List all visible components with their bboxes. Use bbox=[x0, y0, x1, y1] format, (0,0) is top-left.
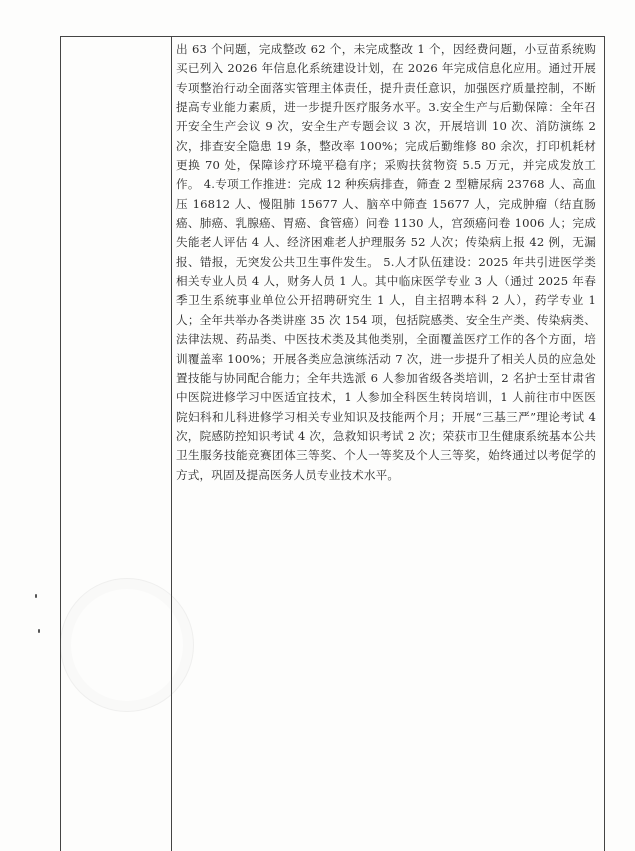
margin-mark bbox=[38, 629, 40, 633]
table-column-divider bbox=[171, 36, 172, 851]
table-top-border bbox=[60, 36, 605, 37]
margin-mark bbox=[35, 594, 37, 598]
report-body-text bbox=[176, 40, 596, 485]
table-left-border bbox=[60, 36, 61, 851]
report-paragraph: 出 63 个问题，完成整改 62 个，未完成整改 1 个，因经费问题，小豆苗系统购买已列入 2026 年信息化系统建设计划，在 2026 年完成信息化应用。通过开展专项整治行动全面落实管理主体责任，提升责任意识，加强医疗质量控制，不断提高专业能力素质，进一步提升医疗服务水平。3.安全生产与后勤保障：全年召开安全生产会议 9 次，安全生产专题会议 3 次，开展培训 10 次、消防演练 2 次，排查安全隐患 19 条，整改率 100%；完成后勤维修 80 余次，打印机耗材更换 70 处，保障诊疗环境平稳有序；采购扶贫物资 5.5 万元，并完成发放工作。 4.专项工作推进：完成 12 种疾病排查，筛查 2 型糖尿病 23768 人、高血压 16812 人、慢阻肺 15677 人、脑卒中筛查 15677 人，完成肿瘤（结直肠癌、肺癌、乳腺癌、胃癌、食管癌）问卷 1130 人，宫颈癌问卷 1006 人；完成失能老人评估 4 人、经济困难老人护理服务 52 人次；传染病上报 42 例，无漏报、错报，无突发公共卫生事件发生。 5.人才队伍建设：2025 年共引进医学类相关专业人员 4 人，财务人员 1 人。其中临床医学专业 3 人（通过 2025 年春季卫生系统事业单位公开招聘研究生 1 人，自主招聘本科 2 人），药学专业 1 人；全年共举办各类讲座 35 次 154 项，包括院感类、安全生产类、传染病类、法律法规、药品类、中医技术类及其他类别，全面覆盖医疗工作的各个方面，培训覆盖率 100%；开展各类应急演练活动 7 次，进一步提升了相关人员的应急处置技能与协同配合能力；全年共选派 6 人参加省级各类培训，2 名护士至甘肃省中医院进修学习中医适宜技术，1 人参加全科医生转岗培训，1 人前往市中医医院妇科和儿科进修学习相关专业知识及技能两个月；开展“三基三严”理论考试 4 次，院感防控知识考试 4 次，急救知识考试 2 次；荣获市卫生健康系统基本公共卫生服务技能竞赛团体三等奖、个人一等奖及个人三等奖，始终通过以考促学的方式，巩固及提高医务人员专业技术水平。 bbox=[176, 42, 596, 482]
faint-stamp-circle bbox=[60, 578, 194, 712]
table-right-border bbox=[604, 36, 605, 851]
